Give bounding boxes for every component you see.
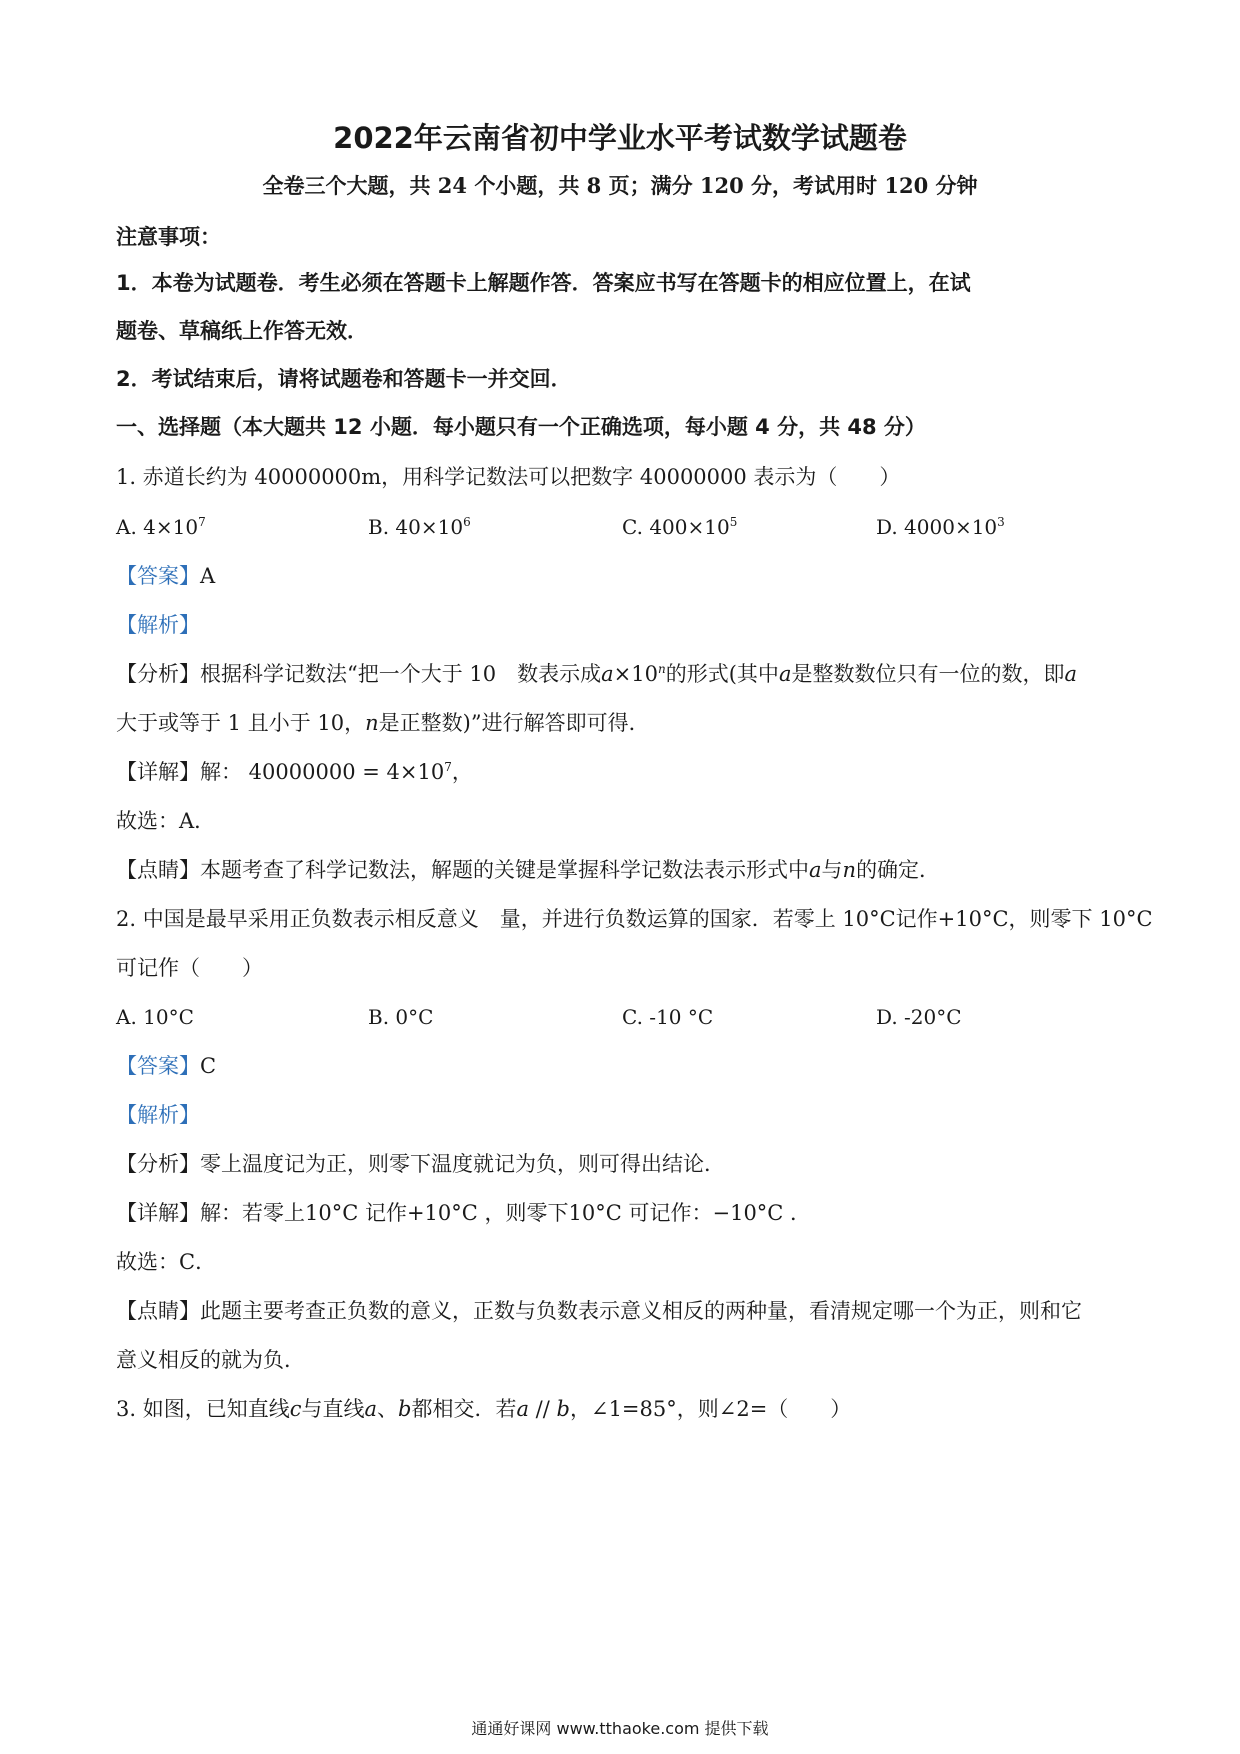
- q1-fenxi-line-1: 【分析】根据科学记数法“把一个大于 10 数表示成$a\times 10^n$的形式(其中a是整数数位只有一位的数，即a: [116, 662, 1077, 686]
- notice-item-2: 2．考试结束后，请将试题卷和答题卡一并交回．: [116, 367, 572, 391]
- q1-fenxi-line-2: 大于或等于 1 且小于 10，n是正整数)”进行解答即可得．: [116, 711, 650, 735]
- exam-title: 2022年云南省初中学业水平考试数学试题卷: [333, 121, 907, 155]
- q2-dianjing-line-1: 【点睛】此题主要考查正负数的意义，正数与负数表示意义相反的两种量，看清规定哪一个为正，则和它: [116, 1299, 1082, 1323]
- notice-item-1-line-1: 1．本卷为试题卷．考生必须在答题卡上解题作答．答案应书写在答题卡的相应位置上，在试: [116, 271, 971, 295]
- q1-choose: 故选：A．: [116, 809, 216, 833]
- q2-stem-line-2: 可记作（ ）: [116, 956, 263, 980]
- section-1-heading: 一、选择题（本大题共 12 小题．每小题只有一个正确选项，每小题 4 分，共 48 分）: [116, 415, 926, 439]
- q1-option-a: A. $4\times 10^7$: [116, 515, 206, 539]
- q1-xiangjie: 【详解】解： $40000000 = 4\times 10^7$，: [116, 760, 473, 784]
- q2-analysis-tag: 【解析】: [116, 1103, 200, 1127]
- q2-option-d: D. -20°C: [876, 1005, 962, 1029]
- answer-tag: 【答案】: [116, 564, 200, 588]
- q2-stem-line-1: 2. 中国是最早采用正负数表示相反意义 量，并进行负数运算的国家．若零上 10°C记作+10°C，则零下 10°C: [116, 907, 1153, 931]
- q2-option-b: B. 0°C: [368, 1005, 434, 1029]
- q1-stem: 1. 赤道长约为 40000000m，用科学记数法可以把数字 40000000 表示为（ ）: [116, 465, 901, 489]
- notice-heading: 注意事项：: [116, 225, 221, 249]
- q1-option-c: C. $400\times 10^5$: [622, 515, 738, 539]
- q1-option-d: D. $4000\times 10^3$: [876, 515, 1005, 539]
- q1-analysis-tag: 【解析】: [116, 613, 200, 637]
- q3-stem: 3. 如图，已知直线c与直线a、b都相交．若a // b，∠1=85°，则∠2=（ ）: [116, 1397, 852, 1421]
- footer-source: 通通好课网 www.tthaoke.com 提供下载: [471, 1719, 769, 1738]
- notice-item-1-line-2: 题卷、草稿纸上作答无效．: [116, 319, 368, 343]
- q2-answer: [116, 1051, 1140, 1081]
- q2-option-c: C. -10 °C: [622, 1005, 714, 1029]
- answer-tag: 【答案】: [116, 1054, 200, 1078]
- q2-xiangjie: 【详解】解：若零上10°C 记作+10°C ，则零下10°C 可记作：−10°C ．: [116, 1201, 812, 1225]
- q2-option-a: A. 10°C: [116, 1005, 194, 1029]
- q2-answer-value: C: [200, 1054, 217, 1078]
- q2-fenxi: 【分析】零上温度记为正，则零下温度就记为负，则可得出结论．: [116, 1152, 725, 1176]
- q1-answer-value: A: [200, 564, 216, 588]
- q1-option-b: B. $40\times 10^6$: [368, 515, 471, 539]
- q2-dianjing-line-2: 意义相反的就为负．: [116, 1348, 305, 1372]
- exam-subtitle: 全卷三个大题，共 24 个小题，共 8 页；满分 120 分，考试用时 120 分钟: [262, 173, 978, 198]
- q1-answer: [116, 561, 1140, 591]
- q1-dianjing: 【点睛】本题考查了科学记数法，解题的关键是掌握科学记数法表示形式中a与n的确定．: [116, 858, 941, 882]
- q2-choose: 故选：C．: [116, 1250, 217, 1274]
